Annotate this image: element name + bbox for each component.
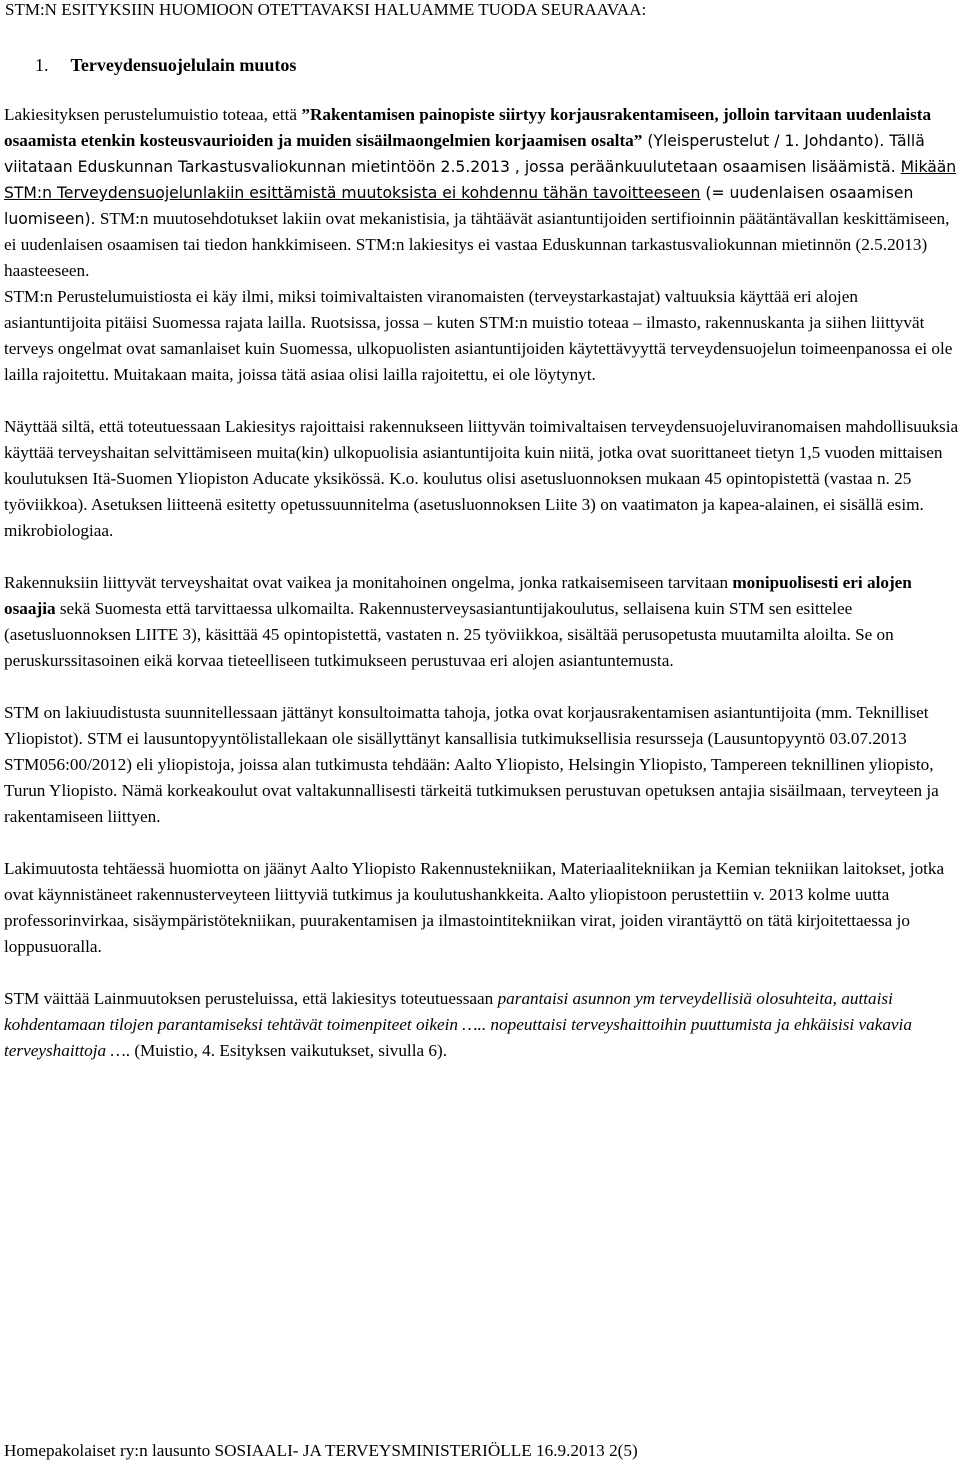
p1-reference: (Yleisperustelut / 1. Johdanto). Tällä viitataan Eduskunnan Tarkastusvaliokunnan mietintöön 2.5.2013 , jossa peräänkuulutetaan osaamisen lisäämistä. [4,132,925,176]
p7-intro: STM väittää Lainmuutoksen perusteluissa, että lakiesitys toteutuessaan [4,989,498,1008]
paragraph-5: STM on lakiuudistusta suunnitellessaan jättänyt konsultoimatta tahoja, jotka ovat korjausrakentamisen asiantuntijoita (mm. Teknilliset Yliopistot). STM ei lausuntopyyntölistallekaan ole sisällyttänyt kansallisia tutkimuksellisia resursseja (Lausuntopyyntö 03.07.2013 STM056:00/2012) eli yliopistoja, joissa alan tutkimusta tehdään: Aalto Yliopisto, Helsingin Yliopisto, Tampereen teknillinen yliopisto, Turun Yliopisto. Nämä korkeakoulut ovat valtakunnallisesti tärkeitä tutkimuksen perustuvan opetuksen antajia sisäilmaan, terveyteen ja rakentamiseen liittyen. [4,703,939,826]
p4-intro: Rakennuksiin liittyvät terveyshaitat ovat vaikea ja monitahoinen ongelma, jonka ratkaisemiseen tarvitaan [4,573,733,592]
paragraph-7 [4,986,959,1064]
section-number: 1. [35,55,49,75]
p4-emphasis: monipuolisesti eri alojen osaajia [4,573,912,618]
p1-quote: ”Rakentamisen painopiste siirtyy korjausrakentamiseen, jolloin tarvitaan uudenlaista osaamista etenkin kosteusvaurioiden ja muiden sisäilmaongelmien korjaamisen osalta” [4,105,932,150]
document-header: STM:N ESITYKSIIN HUOMIOON OTETTAVAKSI HALUAMME TUODA SEURAAVAA: [5,0,647,19]
section-title: Terveydensuojelulain muutos [70,55,297,75]
p7-source: . (Muistio, 4. Esityksen vaikutukset, sivulla 6). [125,1041,448,1060]
document-body [4,102,959,1064]
p1-underlined-claim: Mikään STM:n Terveydensuojelunlakiin esittämistä muutoksista ei kohdennu tähän tavoitteeseen [4,158,957,202]
page-footer: Homepakolaiset ry:n lausunto SOSIAALI- JA TERVEYSMINISTERIÖLLE 16.9.2013 2(5) [4,1441,638,1460]
paragraph-2: STM:n Perustelumuistiosta ei käy ilmi, miksi toimivaltaisten viranomaisten (terveystarkastajat) valtuuksia käyttää eri alojen asiantuntijoita pitäisi Suomessa rajata lailla. Ruotsissa, jossa – kuten STM:n muistio toteaa – ilmasto, rakennuskanta ja siihen liittyvät terveys ongelmat ovat samanlaiset kuin Suomessa, ulkopuolisten asiantuntijoiden käytettävyyttä terveydensuojelun toimeenpanossa ei ole lailla rajoitettu. Muitakaan maita, joissa tätä asiaa olisi lailla rajoitettu, ei ole löytynyt. [4,287,953,384]
paragraph-1 [4,102,959,284]
p7-quote: parantaisi asunnon ym terveydellisiä olosuhteita, auttaisi kohdentamaan tilojen parantamiseksi tehtävät toimenpiteet oikein ….. nopeuttaisi terveyshaittoihin puuttumista ja ehkäisisi vakavia terveyshaittoja … [4,989,912,1060]
p4-rest: sekä Suomesta että tarvittaessa ulkomailta. Rakennusterveysasiantuntijakoulutus, sellaisena kuin STM sen esittelee (asetusluonnoksen LIITE 3), käsittää 45 opintopistettä, vastaten n. 25 työviikkoa, sisältää perusopetusta muutamilta aloilta. Se on peruskurssitasoinen eikä korvaa tieteelliseen tutkimukseen perustuvaa eri alojen asiantuntemusta. [4,599,894,670]
p1-conclusion: STM:n muutosehdotukset lakiin ovat mekanistisia, ja tähtäävät asiantuntijoiden sertifioinnin päätäntävallan keskittämiseen, ei uudenlaisen osaamisen tai tiedon hankkimiseen. STM:n lakiesitys ei vastaa Eduskunnan tarkastusvaliokunnan mietinnön (2.5.2013) haasteeseen. [4,209,950,280]
paragraph-6: Lakimuutosta tehtäessä huomiotta on jäänyt Aalto Yliopisto Rakennustekniikan, Materiaalitekniikan ja Kemian tekniikan laitokset, jotka ovat käynnistäneet rakennusterveyteen liittyviä tutkimus ja koulutushankkeita. Aalto yliopistoon perustettiin v. 2013 kolme uutta professorinvirkaa, sisäympäristötekniikan, puurakentamisen ja ilmastointitekniikan virat, joiden virantäyttö on tätä kirjoitettaessa jo loppusuoralla. [4,859,945,956]
paragraph-3: Näyttää siltä, että toteutuessaan Lakiesitys rajoittaisi rakennukseen liittyvän toimivaltaisen terveydensuojeluviranomaisen mahdollisuuksia käyttää terveyshaitan selvittämiseen muita(kin) ulkopuolisia asiantuntijoita kuin niitä, jotka ovat suorittaneet tietyn 1,5 vuoden mittaisen koulutuksen Itä-Suomen Yliopiston Aducate yksikössä. K.o. koulutus olisi asetusluonnoksen mukaan 45 opintopistettä (vastaa n. 25 työviikkoa). Asetuksen liitteenä esitetty opetussuunnitelma (asetusluonnoksen Liite 3) on vaatimaton ja kapea-alainen, ei sisällä esim. mikrobiologiaa. [4,417,959,540]
p1-intro: Lakiesityksen perustelumuistio toteaa, että [4,105,302,124]
p1-clarification: (= uudenlaisen osaamisen luomiseen). [4,184,914,228]
paragraph-4 [4,570,959,674]
section-heading [35,54,296,76]
